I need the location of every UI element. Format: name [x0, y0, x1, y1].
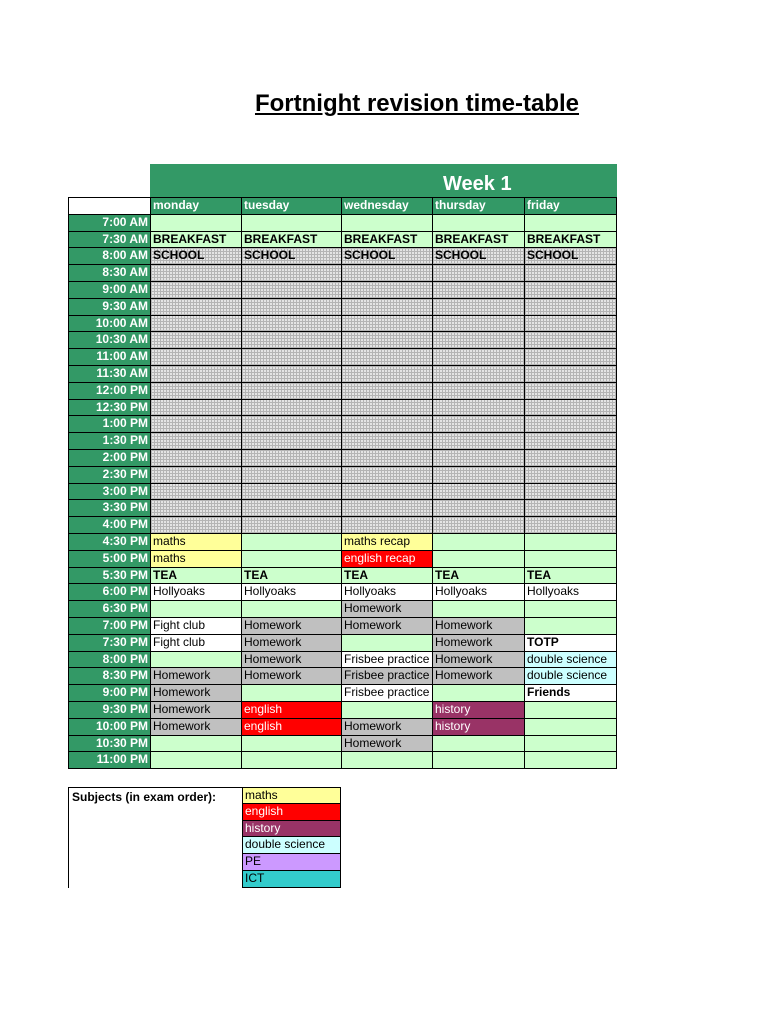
- time-label: 1:30 PM: [69, 433, 151, 450]
- slot-cell[interactable]: [525, 400, 617, 417]
- slot-cell[interactable]: BREAKFAST: [342, 232, 433, 249]
- slot-cell[interactable]: TEA: [433, 568, 525, 585]
- slot-cell[interactable]: [525, 719, 617, 736]
- slot-cell[interactable]: Homework: [151, 719, 242, 736]
- slot-cell[interactable]: [433, 500, 525, 517]
- time-label: 11:00 PM: [69, 752, 151, 769]
- slot-cell[interactable]: double science: [525, 652, 617, 669]
- slot-cell[interactable]: [151, 433, 242, 450]
- slot-cell[interactable]: Homework: [342, 719, 433, 736]
- slot-cell[interactable]: [525, 299, 617, 316]
- slot-cell[interactable]: [342, 484, 433, 501]
- slot-cell[interactable]: [342, 752, 433, 769]
- slot-cell[interactable]: [433, 433, 525, 450]
- time-label: 9:30 AM: [69, 299, 151, 316]
- slot-cell[interactable]: [242, 316, 342, 333]
- slot-cell[interactable]: Homework: [151, 702, 242, 719]
- slot-cell[interactable]: [242, 467, 342, 484]
- slot-cell[interactable]: Frisbee practice: [342, 685, 433, 702]
- slot-cell[interactable]: [342, 517, 433, 534]
- day-header-tuesday: tuesday: [242, 198, 342, 215]
- slot-cell[interactable]: Fight club: [151, 618, 242, 635]
- slot-cell[interactable]: TEA: [525, 568, 617, 585]
- day-header-monday: monday: [151, 198, 242, 215]
- slot-cell[interactable]: [433, 366, 525, 383]
- day-header-friday: friday: [525, 198, 617, 215]
- slot-cell[interactable]: BREAKFAST: [242, 232, 342, 249]
- slot-cell[interactable]: [342, 349, 433, 366]
- slot-cell[interactable]: SCHOOL: [525, 248, 617, 265]
- slot-cell[interactable]: [242, 349, 342, 366]
- time-label: 4:30 PM: [69, 534, 151, 551]
- slot-cell[interactable]: Homework: [242, 668, 342, 685]
- slot-cell[interactable]: [342, 366, 433, 383]
- slot-cell[interactable]: SCHOOL: [342, 248, 433, 265]
- time-label: 9:30 PM: [69, 702, 151, 719]
- slot-cell[interactable]: [433, 349, 525, 366]
- slot-cell[interactable]: [242, 299, 342, 316]
- slot-cell[interactable]: [525, 752, 617, 769]
- time-label: 8:30 AM: [69, 265, 151, 282]
- slot-cell[interactable]: [151, 383, 242, 400]
- time-label: 6:30 PM: [69, 601, 151, 618]
- slot-cell[interactable]: [433, 265, 525, 282]
- slot-cell[interactable]: [242, 416, 342, 433]
- slot-cell[interactable]: [525, 349, 617, 366]
- slot-cell[interactable]: [151, 736, 242, 753]
- slot-cell[interactable]: [242, 215, 342, 232]
- slot-cell[interactable]: [433, 736, 525, 753]
- time-label: 9:00 AM: [69, 282, 151, 299]
- legend-pe: PE: [242, 854, 341, 871]
- slot-cell[interactable]: [525, 450, 617, 467]
- slot-cell[interactable]: Hollyoaks: [433, 584, 525, 601]
- slot-cell[interactable]: BREAKFAST: [151, 232, 242, 249]
- legend-maths: maths: [242, 787, 341, 804]
- slot-cell[interactable]: [433, 332, 525, 349]
- slot-cell[interactable]: Homework: [433, 668, 525, 685]
- slot-cell[interactable]: history: [433, 719, 525, 736]
- time-label: 4:00 PM: [69, 517, 151, 534]
- time-label: 10:00 AM: [69, 316, 151, 333]
- time-label: 2:00 PM: [69, 450, 151, 467]
- time-label: 10:30 PM: [69, 736, 151, 753]
- slot-cell[interactable]: [151, 349, 242, 366]
- time-label: 6:00 PM: [69, 584, 151, 601]
- time-label: 8:30 PM: [69, 668, 151, 685]
- slot-cell[interactable]: [342, 400, 433, 417]
- slot-cell[interactable]: [151, 265, 242, 282]
- slot-cell[interactable]: [342, 416, 433, 433]
- time-label: 7:00 AM: [69, 215, 151, 232]
- day-header-wednesday: wednesday: [342, 198, 433, 215]
- slot-cell[interactable]: [242, 685, 342, 702]
- time-label: 10:00 PM: [69, 719, 151, 736]
- slot-cell[interactable]: Homework: [433, 652, 525, 669]
- subject-legend: [68, 787, 341, 888]
- slot-cell[interactable]: Homework: [151, 668, 242, 685]
- slot-cell[interactable]: [242, 517, 342, 534]
- time-label: 7:00 PM: [69, 618, 151, 635]
- slot-cell[interactable]: [242, 534, 342, 551]
- slot-cell[interactable]: english recap: [342, 551, 433, 568]
- slot-cell[interactable]: [525, 366, 617, 383]
- slot-cell[interactable]: [342, 433, 433, 450]
- slot-cell[interactable]: [242, 500, 342, 517]
- time-label: 1:00 PM: [69, 416, 151, 433]
- slot-cell[interactable]: [342, 332, 433, 349]
- slot-cell[interactable]: [433, 551, 525, 568]
- slot-cell[interactable]: Homework: [342, 601, 433, 618]
- slot-cell[interactable]: [433, 400, 525, 417]
- slot-cell[interactable]: Friends: [525, 685, 617, 702]
- slot-cell[interactable]: [151, 652, 242, 669]
- legend-english: english: [242, 804, 341, 821]
- slot-cell[interactable]: [525, 702, 617, 719]
- slot-cell[interactable]: english: [242, 719, 342, 736]
- time-label: 8:00 AM: [69, 248, 151, 265]
- slot-cell[interactable]: Hollyoaks: [525, 584, 617, 601]
- slot-cell[interactable]: [525, 433, 617, 450]
- slot-cell[interactable]: SCHOOL: [151, 248, 242, 265]
- time-label: 3:30 PM: [69, 500, 151, 517]
- time-label: 5:30 PM: [69, 568, 151, 585]
- time-label: 5:00 PM: [69, 551, 151, 568]
- slot-cell[interactable]: [525, 383, 617, 400]
- slot-cell[interactable]: [342, 635, 433, 652]
- slot-cell[interactable]: [151, 416, 242, 433]
- slot-cell[interactable]: [433, 416, 525, 433]
- legend-ict: ICT: [242, 871, 341, 888]
- slot-cell[interactable]: [151, 752, 242, 769]
- slot-cell[interactable]: Fight club: [151, 635, 242, 652]
- slot-cell[interactable]: double science: [525, 668, 617, 685]
- time-label: 11:30 AM: [69, 366, 151, 383]
- slot-cell[interactable]: Hollyoaks: [151, 584, 242, 601]
- slot-cell[interactable]: [342, 282, 433, 299]
- slot-cell[interactable]: [525, 551, 617, 568]
- slot-cell[interactable]: [151, 601, 242, 618]
- slot-cell[interactable]: [342, 500, 433, 517]
- slot-cell[interactable]: SCHOOL: [242, 248, 342, 265]
- slot-cell[interactable]: [342, 467, 433, 484]
- day-header-thursday: thursday: [433, 198, 525, 215]
- slot-cell[interactable]: [342, 299, 433, 316]
- slot-cell[interactable]: [525, 282, 617, 299]
- slot-cell[interactable]: Homework: [342, 618, 433, 635]
- slot-cell[interactable]: Homework: [433, 618, 525, 635]
- slot-cell[interactable]: [525, 736, 617, 753]
- slot-cell[interactable]: [151, 450, 242, 467]
- slot-cell[interactable]: [433, 752, 525, 769]
- slot-cell[interactable]: [525, 484, 617, 501]
- slot-cell[interactable]: [433, 517, 525, 534]
- slot-cell[interactable]: [242, 450, 342, 467]
- time-label: 8:00 PM: [69, 652, 151, 669]
- slot-cell[interactable]: Homework: [242, 618, 342, 635]
- legend-label: Subjects (in exam order):: [68, 787, 242, 888]
- slot-cell[interactable]: BREAKFAST: [433, 232, 525, 249]
- time-label: 7:30 PM: [69, 635, 151, 652]
- header-corner: [69, 198, 151, 215]
- slot-cell[interactable]: [242, 551, 342, 568]
- slot-cell[interactable]: english: [242, 702, 342, 719]
- slot-cell[interactable]: [342, 215, 433, 232]
- slot-cell[interactable]: [433, 685, 525, 702]
- slot-cell[interactable]: TEA: [342, 568, 433, 585]
- time-label: 10:30 AM: [69, 332, 151, 349]
- slot-cell[interactable]: TEA: [151, 568, 242, 585]
- slot-cell[interactable]: [525, 265, 617, 282]
- time-label: 2:30 PM: [69, 467, 151, 484]
- time-label: 7:30 AM: [69, 232, 151, 249]
- slot-cell[interactable]: maths recap: [342, 534, 433, 551]
- slot-cell[interactable]: [342, 383, 433, 400]
- slot-cell[interactable]: [242, 366, 342, 383]
- page-title: Fortnight revision time-table: [254, 90, 580, 117]
- time-label: 12:00 PM: [69, 383, 151, 400]
- slot-cell[interactable]: SCHOOL: [433, 248, 525, 265]
- slot-cell[interactable]: [525, 618, 617, 635]
- slot-cell[interactable]: Frisbee practice: [342, 668, 433, 685]
- slot-cell[interactable]: [242, 484, 342, 501]
- slot-cell[interactable]: [433, 282, 525, 299]
- time-label: 11:00 AM: [69, 349, 151, 366]
- slot-cell[interactable]: [433, 601, 525, 618]
- slot-cell[interactable]: [151, 282, 242, 299]
- slot-cell[interactable]: [433, 534, 525, 551]
- slot-cell[interactable]: [242, 383, 342, 400]
- week-header: [150, 164, 617, 197]
- slot-cell[interactable]: [242, 332, 342, 349]
- legend-history: history: [242, 821, 341, 838]
- time-label: 12:30 PM: [69, 400, 151, 417]
- slot-cell[interactable]: Hollyoaks: [242, 584, 342, 601]
- time-label: 9:00 PM: [69, 685, 151, 702]
- slot-cell[interactable]: [525, 601, 617, 618]
- slot-cell[interactable]: [151, 400, 242, 417]
- slot-cell[interactable]: [151, 517, 242, 534]
- slot-cell[interactable]: [151, 299, 242, 316]
- timetable-grid: [68, 197, 617, 769]
- time-label: 3:00 PM: [69, 484, 151, 501]
- slot-cell[interactable]: [525, 467, 617, 484]
- slot-cell[interactable]: [242, 752, 342, 769]
- slot-cell[interactable]: BREAKFAST: [525, 232, 617, 249]
- slot-cell[interactable]: [525, 416, 617, 433]
- slot-cell[interactable]: [242, 400, 342, 417]
- slot-cell[interactable]: [151, 500, 242, 517]
- slot-cell[interactable]: maths: [151, 534, 242, 551]
- slot-cell[interactable]: [242, 265, 342, 282]
- slot-cell[interactable]: [525, 517, 617, 534]
- slot-cell[interactable]: Homework: [342, 736, 433, 753]
- slot-cell[interactable]: Homework: [433, 635, 525, 652]
- slot-cell[interactable]: [242, 282, 342, 299]
- slot-cell[interactable]: [433, 450, 525, 467]
- slot-cell[interactable]: [525, 332, 617, 349]
- slot-cell[interactable]: [342, 265, 433, 282]
- slot-cell[interactable]: history: [433, 702, 525, 719]
- slot-cell[interactable]: [242, 736, 342, 753]
- slot-cell[interactable]: [342, 450, 433, 467]
- slot-cell[interactable]: [151, 467, 242, 484]
- slot-cell[interactable]: Frisbee practice: [342, 652, 433, 669]
- slot-cell[interactable]: [433, 383, 525, 400]
- slot-cell[interactable]: [433, 299, 525, 316]
- slot-cell[interactable]: [151, 316, 242, 333]
- slot-cell[interactable]: TOTP: [525, 635, 617, 652]
- slot-cell[interactable]: [342, 702, 433, 719]
- slot-cell[interactable]: [433, 316, 525, 333]
- slot-cell[interactable]: [242, 433, 342, 450]
- slot-cell[interactable]: [525, 316, 617, 333]
- slot-cell[interactable]: [525, 500, 617, 517]
- slot-cell[interactable]: [433, 484, 525, 501]
- week-label: Week 1: [443, 173, 512, 195]
- slot-cell[interactable]: [433, 215, 525, 232]
- slot-cell[interactable]: [151, 366, 242, 383]
- slot-cell[interactable]: Homework: [242, 652, 342, 669]
- slot-cell[interactable]: maths: [151, 551, 242, 568]
- slot-cell[interactable]: [151, 484, 242, 501]
- slot-cell[interactable]: [433, 467, 525, 484]
- slot-cell[interactable]: [242, 601, 342, 618]
- slot-cell[interactable]: [342, 316, 433, 333]
- slot-cell[interactable]: [151, 215, 242, 232]
- slot-cell[interactable]: [525, 534, 617, 551]
- slot-cell[interactable]: Homework: [151, 685, 242, 702]
- slot-cell[interactable]: [151, 332, 242, 349]
- legend-double-science: double science: [242, 837, 341, 854]
- slot-cell[interactable]: Homework: [242, 635, 342, 652]
- slot-cell[interactable]: Hollyoaks: [342, 584, 433, 601]
- slot-cell[interactable]: [525, 215, 617, 232]
- slot-cell[interactable]: TEA: [242, 568, 342, 585]
